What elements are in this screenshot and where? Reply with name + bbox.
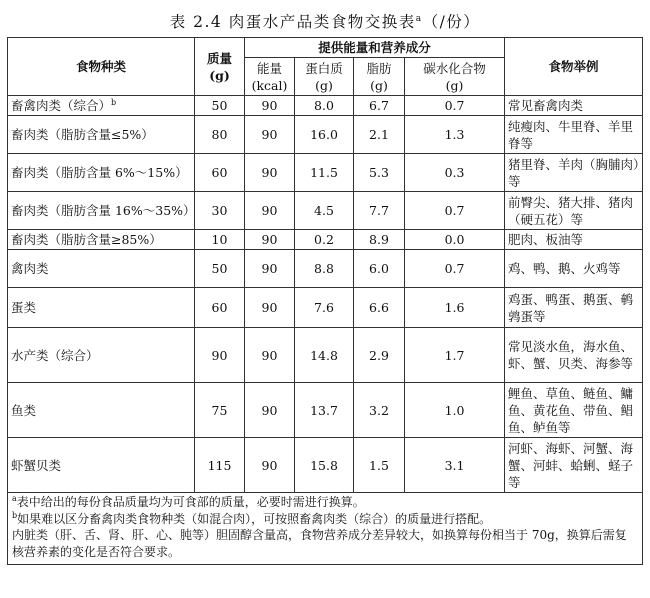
fat-cell: 6.7	[354, 96, 405, 116]
table-row	[8, 192, 643, 230]
protein-cell: 8.0	[295, 96, 354, 116]
fat-cell: 7.7	[354, 192, 405, 230]
examples-cell: 纯瘦肉、牛里脊、羊里脊等	[505, 116, 643, 154]
carb-cell: 0.7	[405, 250, 505, 288]
protein-cell: 14.8	[295, 328, 354, 383]
table-row	[8, 328, 643, 383]
food-cell: 畜肉类（脂肪含量 6%～15%）	[8, 154, 195, 192]
carb-cell: 0.3	[405, 154, 505, 192]
carb-cell: 0.7	[405, 96, 505, 116]
header-mass: 质量 (g)	[195, 38, 245, 96]
food-cell: 畜肉类（脂肪含量≤5%）	[8, 116, 195, 154]
mass-cell: 75	[195, 383, 245, 438]
examples-cell: 鲤鱼、草鱼、鲢鱼、鳙鱼、黄花鱼、带鱼、鲳鱼、鲈鱼等	[505, 383, 643, 438]
energy-cell: 90	[245, 230, 295, 250]
food-cell: 水产类（综合）	[8, 328, 195, 383]
fat-cell: 1.5	[354, 438, 405, 493]
mass-cell: 50	[195, 96, 245, 116]
mass-cell: 80	[195, 116, 245, 154]
table-title	[0, 10, 650, 32]
protein-cell: 0.2	[295, 230, 354, 250]
examples-cell: 前臀尖、猪大排、猪肉（硬五花）等	[505, 192, 643, 230]
header-carb: 碳水化合物 (g)	[405, 58, 505, 96]
energy-cell: 90	[245, 328, 295, 383]
header-food-type: 食物种类	[8, 38, 195, 96]
examples-cell: 常见畜禽肉类	[505, 96, 643, 116]
title-footnote-marker: a	[415, 13, 423, 24]
table-row	[8, 250, 643, 288]
mass-cell: 30	[195, 192, 245, 230]
fat-cell: 5.3	[354, 154, 405, 192]
fat-cell: 2.9	[354, 328, 405, 383]
food-cell: 鱼类	[8, 383, 195, 438]
table-row	[8, 383, 643, 438]
title-text: 表 2.4 肉蛋水产品类食物交换表	[169, 13, 416, 31]
protein-cell: 16.0	[295, 116, 354, 154]
protein-cell: 7.6	[295, 288, 354, 328]
food-exchange-table	[7, 37, 643, 565]
energy-cell: 90	[245, 288, 295, 328]
protein-cell: 13.7	[295, 383, 354, 438]
mass-cell: 50	[195, 250, 245, 288]
table-row	[8, 438, 643, 493]
protein-cell: 11.5	[295, 154, 354, 192]
table-row	[8, 96, 643, 116]
energy-cell: 90	[245, 192, 295, 230]
energy-cell: 90	[245, 383, 295, 438]
energy-cell: 90	[245, 116, 295, 154]
food-cell: 畜肉类（脂肪含量≥85%）	[8, 230, 195, 250]
protein-cell: 15.8	[295, 438, 354, 493]
carb-cell: 1.6	[405, 288, 505, 328]
energy-cell: 90	[245, 438, 295, 493]
energy-cell: 90	[245, 250, 295, 288]
protein-cell: 8.8	[295, 250, 354, 288]
examples-cell: 常见淡水鱼，海水鱼、虾、蟹、贝类、海参等	[505, 328, 643, 383]
fat-cell: 8.9	[354, 230, 405, 250]
header-examples: 食物举例	[505, 38, 643, 96]
note-b: $^b$如果难以区分畜禽肉类食物种类（如混合肉），可按照畜禽肉类（综合）的质量进行搭配。	[12, 510, 492, 526]
header-fat: 脂肪 (g)	[354, 58, 405, 96]
header-nutrients-group: 提供能量和营养成分	[245, 38, 505, 58]
carb-cell: 0.0	[405, 230, 505, 250]
table-notes	[8, 493, 643, 565]
header-energy: 能量 (kcal)	[245, 58, 295, 96]
header-protein: 蛋白质 (g)	[295, 58, 354, 96]
fat-cell: 2.1	[354, 116, 405, 154]
food-cell: 蛋类	[8, 288, 195, 328]
mass-cell: 115	[195, 438, 245, 493]
fat-cell: 3.2	[354, 383, 405, 438]
fat-cell: 6.6	[354, 288, 405, 328]
carb-cell: 3.1	[405, 438, 505, 493]
footnote-marker: b	[111, 97, 117, 107]
food-cell: 禽肉类	[8, 250, 195, 288]
examples-cell: 猪里脊、羊肉（胸脯肉）等	[505, 154, 643, 192]
table-row	[8, 116, 643, 154]
energy-cell: 90	[245, 96, 295, 116]
examples-cell: 河虾、海虾、河蟹、海蟹、河蚌、蛤蜊、蛏子等	[505, 438, 643, 493]
examples-cell: 鸡蛋、鸭蛋、鹅蛋、鹌鹑蛋等	[505, 288, 643, 328]
carb-cell: 1.7	[405, 328, 505, 383]
fat-cell: 6.0	[354, 250, 405, 288]
note-c: 内脏类（肝、舌、肾、肝、心、肫等）胆固醇含量高，食物营养成分差异较大，如换算每份相当于 70g，换算后需复核营养素的变化是否符合要求。	[12, 528, 627, 559]
food-cell: 畜禽肉类（综合）$^b$	[8, 96, 195, 116]
carb-cell: 1.3	[405, 116, 505, 154]
mass-cell: 60	[195, 154, 245, 192]
energy-cell: 90	[245, 154, 295, 192]
mass-cell: 10	[195, 230, 245, 250]
table-row	[8, 154, 643, 192]
title-suffix: （/份）	[422, 13, 481, 31]
examples-cell: 肥肉、板油等	[505, 230, 643, 250]
protein-cell: 4.5	[295, 192, 354, 230]
table-row	[8, 230, 643, 250]
note-a: $^a$表中给出的每份食品质量均为可食部的质量，必要时需进行换算。	[12, 494, 365, 509]
table-row	[8, 288, 643, 328]
food-cell: 畜肉类（脂肪含量 16%～35%）	[8, 192, 195, 230]
examples-cell: 鸡、鸭、鹅、火鸡等	[505, 250, 643, 288]
mass-cell: 60	[195, 288, 245, 328]
carb-cell: 0.7	[405, 192, 505, 230]
carb-cell: 1.0	[405, 383, 505, 438]
food-cell: 虾蟹贝类	[8, 438, 195, 493]
mass-cell: 90	[195, 328, 245, 383]
